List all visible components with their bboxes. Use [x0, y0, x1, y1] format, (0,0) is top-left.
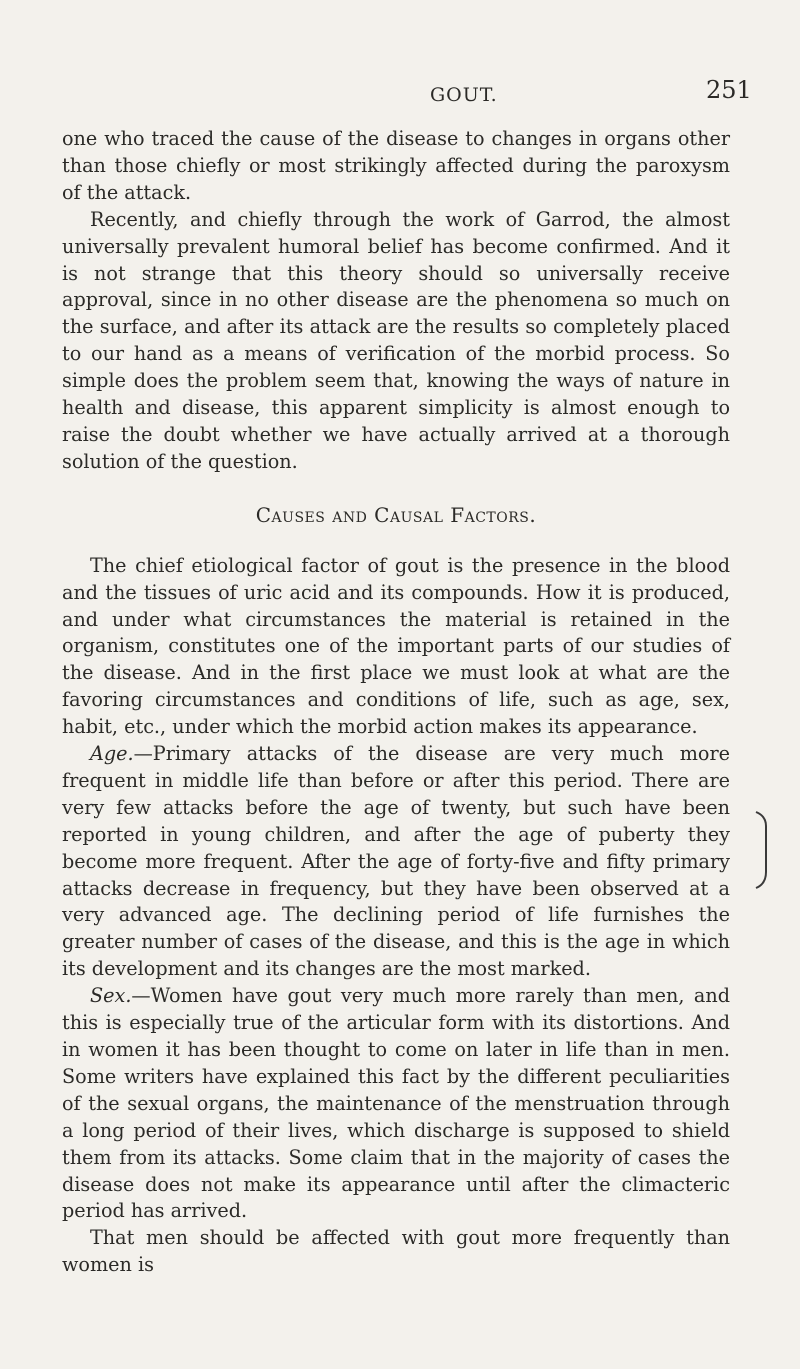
running-head: [0, 72, 800, 112]
margin-bracket-mark: [752, 810, 776, 890]
paragraph-etiological-factor: The chief etiological factor of gout is the presence in the blood and the tissues of uric acid and its compounds. How it is produced, and under what circumstances the material is retained in the organism, constitutes one of the important parts of our studies of the disease. And in the first place we must look at what are the favoring circumstances and conditions of life, such as age, sex, habit, etc., under which the morbid action makes its appearance.: [62, 553, 730, 739]
body-text: [62, 126, 730, 1279]
paragraph-continuation: one who traced the cause of the disease to changes in organs other than those chiefly or most strikingly affected during the paroxysm of the attack.: [62, 127, 730, 204]
run-in-heading-sex: Sex.: [90, 984, 132, 1008]
page-number: 251: [706, 76, 752, 104]
run-in-heading-age: Age.: [90, 742, 134, 766]
paragraph-age-text: —Primary attacks of the disease are very much more frequent in middle life than before or after this period. There are very few attacks before the age of twenty, but such have been reported in young children, and after the age of puberty they become more frequent. After the age of forty-five and fifty primary attacks decrease in frequency, but they have been observed at a very advanced age. The declining period of life furnishes the greater number of cases of the disease, and this is the age in which its development and its changes are the most marked.: [62, 742, 730, 981]
section-heading: Causes and Causal Factors.: [255, 502, 537, 527]
paragraph-sex: [62, 983, 730, 1225]
paragraph-age: [62, 741, 730, 983]
paragraph-men-women: That men should be affected with gout more frequently than women is: [62, 1226, 730, 1277]
running-title: GOUT.: [430, 84, 498, 106]
paragraph-sex-text: —Women have gout very much more rarely than men, and this is especially true of the articular form with its distortions. And in women it has been thought to come on later in life than in men. Some writers have explained this fact by the different peculiarities of the sexual organs, the maintenance of the menstruation through a long period of their lives, which discharge is supposed to shield them from its attacks. Some claim that in the majority of cases the disease does not make its appearance until after the climacteric period has arrived.: [62, 984, 730, 1223]
paragraph-humoral-belief: Recently, and chiefly through the work of Garrod, the almost universally prevalent humoral belief has become confirmed. And it is not strange that this theory should so universally receive approval, since in no other disease are the phenomena so much on the surface, and after its attack are the results so completely placed to our hand as a means of verification of the morbid process. So simple does the problem seem that, knowing the ways of nature in health and disease, this apparent simplicity is almost enough to raise the doubt whether we have actually arrived at a thorough solution of the question.: [62, 207, 730, 473]
